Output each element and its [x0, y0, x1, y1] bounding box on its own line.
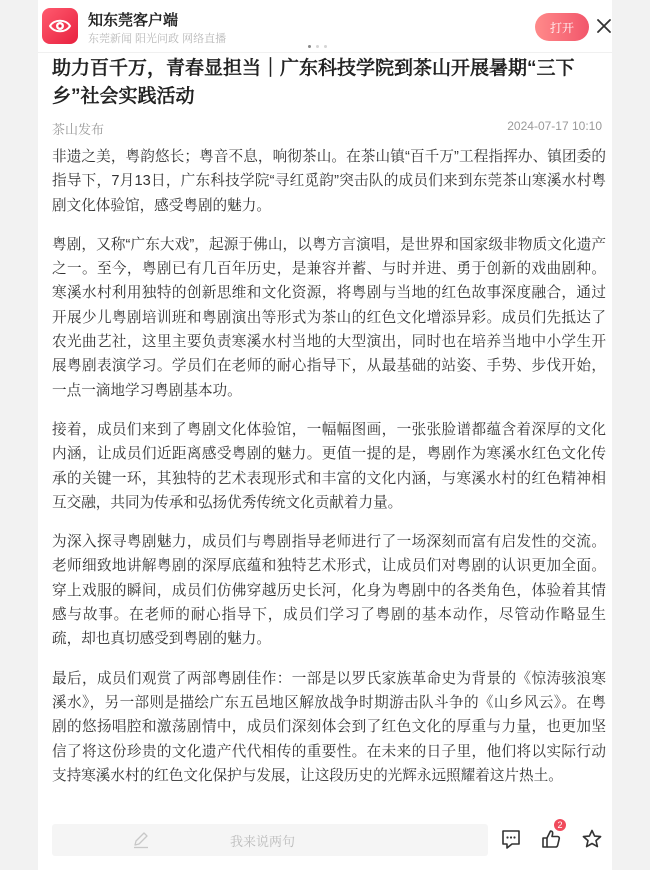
article-source[interactable]: 茶山发布 — [52, 122, 105, 137]
article-paragraph: 非遗之美，粤韵悠长；粤音不息，响彻茶山。在茶山镇“百千万”工程指挥办、镇团委的指导下，7月13日，广东科技学院“寻红觅韵”突击队的成员们来到东莞茶山寒溪水村粤剧文化体验馆，感受粤剧的魅力。 — [52, 149, 606, 214]
pencil-icon — [132, 831, 150, 854]
carousel-dots — [308, 45, 327, 48]
article-page — [38, 0, 612, 870]
thumbs-up-icon[interactable] — [538, 820, 564, 852]
article-paragraph: 最后，成员们观赏了两部粤剧佳作：一部是以罗氏家族革命史为背景的《惊涛骇浪寒溪水》，另一部则是描绘广东五邑地区解放战争时期游击队斗争的《山乡风云》。在粤剧的悠扬唱腔和激荡剧情中，成员们深刻体会到了红色文化的厚重与力量，也更加坚信了将这份珍贵的文化遗产代代相传的重要性。在未来的日子里，他们将以实际行动支持寒溪水村的红色文化保护与发展，让这段历史的光辉永远照耀着这片热土。 — [52, 670, 606, 784]
carousel-dot — [316, 45, 319, 48]
article-title: 助力百千万，青春显担当｜广东科技学院到茶山开展暑期“三下乡”社会实践活动 — [52, 58, 575, 107]
app-tagline: 东莞新闻 阳光问政 网络直播 — [88, 33, 227, 45]
comment-placeholder: 我来说两句 — [230, 834, 296, 849]
open-app-button[interactable]: 打开 — [535, 13, 589, 41]
comment-icon[interactable] — [498, 826, 524, 852]
app-name: 知东莞客户端 — [88, 12, 179, 29]
app-download-banner[interactable] — [38, 0, 612, 53]
carousel-dot — [308, 45, 311, 48]
star-icon[interactable] — [579, 826, 605, 852]
like-count-badge: 2 — [554, 819, 566, 831]
article-body — [52, 145, 606, 803]
article-timestamp: 2024-07-17 10:10 — [507, 119, 602, 133]
comment-input[interactable] — [52, 824, 488, 856]
article-paragraph: 为深入探寻粤剧魅力，成员们与粤剧指导老师进行了一场深刻而富有启发性的交流。老师细致地讲解粤剧的深厚底蕴和独特艺术形式，让成员们对粤剧的认识更加全面。穿上戏服的瞬间，成员们仿佛穿越历史长河，化身为粤剧中的各类角色，体验着其情感与故事。在老师的耐心指导下，成员们学习了粤剧的基本动作，尽管动作略显生疏，却也真切感受到粤剧的魅力。 — [52, 534, 606, 648]
eye-logo-icon — [42, 8, 78, 44]
article-paragraph: 粤剧，又称“广东大戏”，起源于佛山，以粤方言演唱，是世界和国家级非物质文化遗产之一。至今，粤剧已有几百年历史，是兼容并蓄、与时并进、勇于创新的戏曲剧种。寒溪水村利用独特的创新思维和文化资源，将粤剧与当地的红色故事深度融合，通过开展少儿粤剧培训班和粤剧演出等形式为茶山的红色文化增添异彩。成员们先抵达了农光曲艺社，这里主要负责寒溪水村当地的大型演出，同时也在培养当地中小学生开展粤剧表演学习。学员们在老师的耐心指导下，从最基础的站姿、手势、步伐开始，一点一滴地学习粤剧基本功。 — [52, 236, 606, 399]
close-icon[interactable] — [594, 14, 614, 38]
carousel-dot — [324, 45, 327, 48]
bottom-action-bar — [38, 806, 612, 870]
article-paragraph: 接着，成员们来到了粤剧文化体验馆，一幅幅图画，一张张脸谱都蕴含着深厚的文化内涵，让成员们近距离感受粤剧的魅力。更值一提的是，粤剧作为寒溪水红色文化传承的关键一环，其独特的艺术表现形式和丰富的文化内涵，与寒溪水村的红色精神相互交融，共同为传承和弘扬优秀传统文化贡献着力量。 — [52, 421, 606, 511]
